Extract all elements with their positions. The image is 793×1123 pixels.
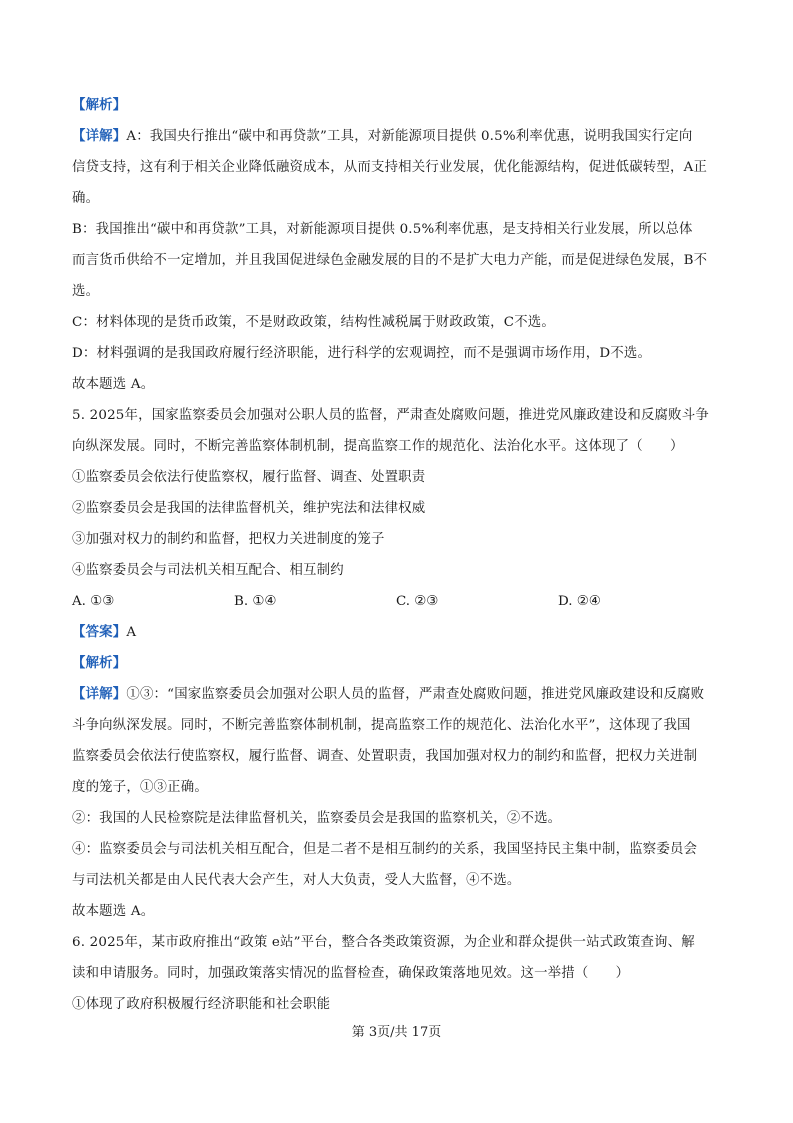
answer-line: [72, 617, 724, 648]
detail-text: A：我国央行推出“碳中和再贷款”工具，对新能源项目提供 0.5%利率优惠，说明我国实行定向: [126, 129, 693, 144]
answer-tag: 【答案】: [72, 624, 127, 640]
statement-item: ①监察委员会依法行使监察权，履行监督、调查、处置职责: [72, 470, 426, 485]
detail-tag: 【详解】: [72, 686, 127, 702]
question-stem: 6. 2025年，某市政府推出“政策 e站”平台，整合各类政策资源，为企业和群众提供一站式政策查询、解: [72, 935, 695, 950]
option-d: D. ②④: [558, 594, 601, 609]
option-c-explanation: C：材料体现的是货币政策，不是财政政策，结构性减税属于财政政策，C不选。: [72, 315, 555, 330]
page-footer: [0, 1021, 793, 1040]
conclusion: 故本题选 A。: [72, 377, 155, 392]
question-stem: 向纵深发展。同时，不断完善监察体制机制，提高监察工作的规范化、法治化水平。这体现了（ ）: [72, 439, 684, 454]
option-a: A. ①③: [72, 594, 115, 609]
detail-tag: 【详解】: [72, 128, 127, 144]
detail-line: 监察委员会依法行使监察权，履行监督、调查、处置职责，我国加强对权力的制约和监督，把权力关进制: [72, 749, 698, 764]
question-stem: 读和申请服务。同时，加强政策落实情况的监督检查，确保政策落地见效。这一举措（ ）: [72, 966, 630, 981]
option-b: B. ①④: [234, 594, 277, 609]
detail-line: 斗争向纵深发展。同时，不断完善监察体制机制，提高监察工作的规范化、法治化水平”，这体现了我国: [72, 718, 691, 733]
detail-line: [72, 679, 724, 710]
detail-line: 确。: [72, 191, 100, 206]
item-4-explanation: ④：监察委员会与司法机关相互配合，但是二者不是相互制约的关系，我国坚持民主集中制，监察委员会: [72, 842, 698, 857]
analysis-tag: 【解析】: [72, 655, 127, 671]
conclusion: 故本题选 A。: [72, 904, 155, 919]
option-c: C. ②③: [396, 594, 439, 609]
statement-item: ①体现了政府积极履行经济职能和社会职能: [72, 997, 331, 1012]
statement-item: ③加强对权力的制约和监督，把权力关进制度的笼子: [72, 532, 385, 547]
detail-text: ①③：“国家监察委员会加强对公职人员的监督，严肃查处腐败问题，推进党风廉政建设和反腐败: [126, 687, 705, 702]
analysis-tag: 【解析】: [72, 97, 127, 113]
answer-value: A: [126, 625, 137, 640]
analysis-heading: [72, 648, 724, 679]
option-d-explanation: D：材料强调的是我国政府履行经济职能，进行科学的宏观调控，而不是强调市场作用，D不选。: [72, 346, 652, 361]
detail-line: 信贷支持，这有利于相关企业降低融资成本，从而支持相关行业发展，优化能源结构，促进低碳转型，A正: [72, 160, 708, 175]
option-b-explanation: 选。: [72, 284, 100, 299]
detail-line: 度的笼子，①③正确。: [72, 780, 208, 795]
option-b-explanation: 而言货币供给不一定增加，并且我国促进绿色金融发展的目的不是扩大电力产能，而是促进绿色发展，B不: [72, 253, 708, 268]
item-4-explanation: 与司法机关都是由人民代表大会产生，对人大负责，受人大监督，④不选。: [72, 873, 521, 888]
option-b-explanation: B：我国推出“碳中和再贷款”工具，对新能源项目提供 0.5%利率优惠，是支持相关行业发展，所以总体: [72, 222, 693, 237]
statement-item: ④监察委员会与司法机关相互配合、相互制约: [72, 563, 344, 578]
analysis-heading: [72, 90, 724, 121]
page-number: 第 3页/共 17页: [351, 1025, 442, 1040]
statement-item: ②监察委员会是我国的法律监督机关，维护宪法和法律权威: [72, 501, 426, 516]
answer-options: [72, 586, 724, 617]
item-2-explanation: ②：我国的人民检察院是法律监督机关，监察委员会是我国的监察机关，②不选。: [72, 811, 562, 826]
question-stem: 5. 2025年，国家监察委员会加强对公职人员的监督，严肃查处腐败问题，推进党风廉政建设和反腐败斗争: [72, 408, 709, 423]
detail-line: [72, 121, 724, 152]
page-content: [72, 90, 724, 1020]
